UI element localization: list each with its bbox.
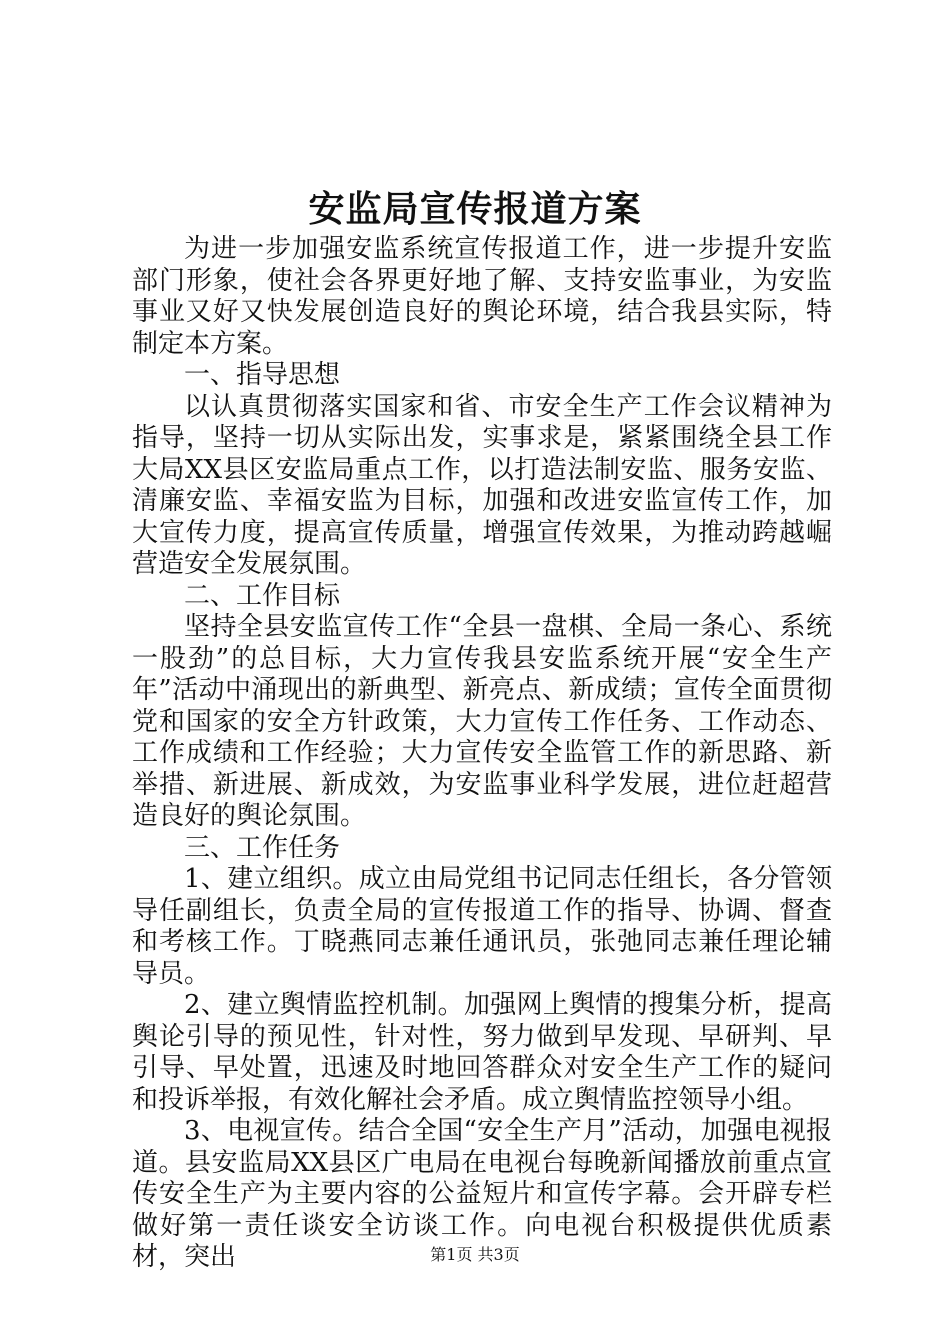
section-heading-work-goals: 二、工作目标 <box>184 580 341 611</box>
intro-paragraph: 为进一步加强安监系统宣传报道工作，进一步提升安监部门形象，使社会各界更好地了解、支持安监事业，为安监事业又好又快发展创造良好的舆论环境，结合我县实际，特制定本方案。 <box>132 234 832 359</box>
task-2-paragraph: 2、建立舆情监控机制。加强网上舆情的搜集分析，提高舆论引导的预见性，针对性，努力做到早发现、早研判、早引导、早处置，迅速及时地回答群众对安全生产工作的疑问和投诉举报，有效化解社会矛盾。成立舆情监控领导小组。 <box>132 990 832 1115</box>
section-heading-work-tasks: 三、工作任务 <box>184 832 341 863</box>
guiding-ideology-paragraph: 以认真贯彻落实国家和省、市安全生产工作会议精神为指导，坚持一切从实际出发，实事求是，紧紧围绕全县工作大局XX县区安监局重点工作，以打造法制安监、服务安监、清廉安监、幸福安监为目标，加强和改进安监宣传工作，加大宣传力度，提高宣传质量，增强宣传效果，为推动跨越崛营造安全发展氛围。 <box>132 391 832 579</box>
document-title: 安监局宣传报道方案 <box>308 188 642 230</box>
document-body <box>132 234 832 1274</box>
page-number-footer: 第1页 共3页 <box>430 1245 520 1264</box>
work-goals-paragraph: 坚持全县安监宣传工作“全县一盘棋、全局一条心、系统一股劲”的总目标，大力宣传我县安监系统开展“安全生产年”活动中涌现出的新典型、新亮点、新成绩；宣传全面贯彻党和国家的安全方针政策，大力宣传工作任务、工作动态、工作成绩和工作经验；大力宣传安全监管工作的新思路、新举措、新进展、新成效，为安监事业科学发展，进位赶超营造良好的舆论氛围。 <box>132 612 832 831</box>
task-1-paragraph: 1、建立组织。成立由局党组书记同志任组长，各分管领导任副组长，负责全局的宣传报道工作的指导、协调、督查和考核工作。丁晓燕同志兼任通讯员，张弛同志兼任理论辅导员。 <box>132 864 832 989</box>
task-3-paragraph: 3、电视宣传。结合全国“安全生产月”活动，加强电视报道。县安监局XX县区广电局在电视台每晚新闻播放前重点宣传安全生产为主要内容的公益短片和宣传字幕。会开辟专栏做好第一责任谈安全访谈工作。向电视台积极提供优质素材，突出 <box>132 1116 832 1272</box>
section-heading-guiding-ideology: 一、指导思想 <box>184 360 341 390</box>
